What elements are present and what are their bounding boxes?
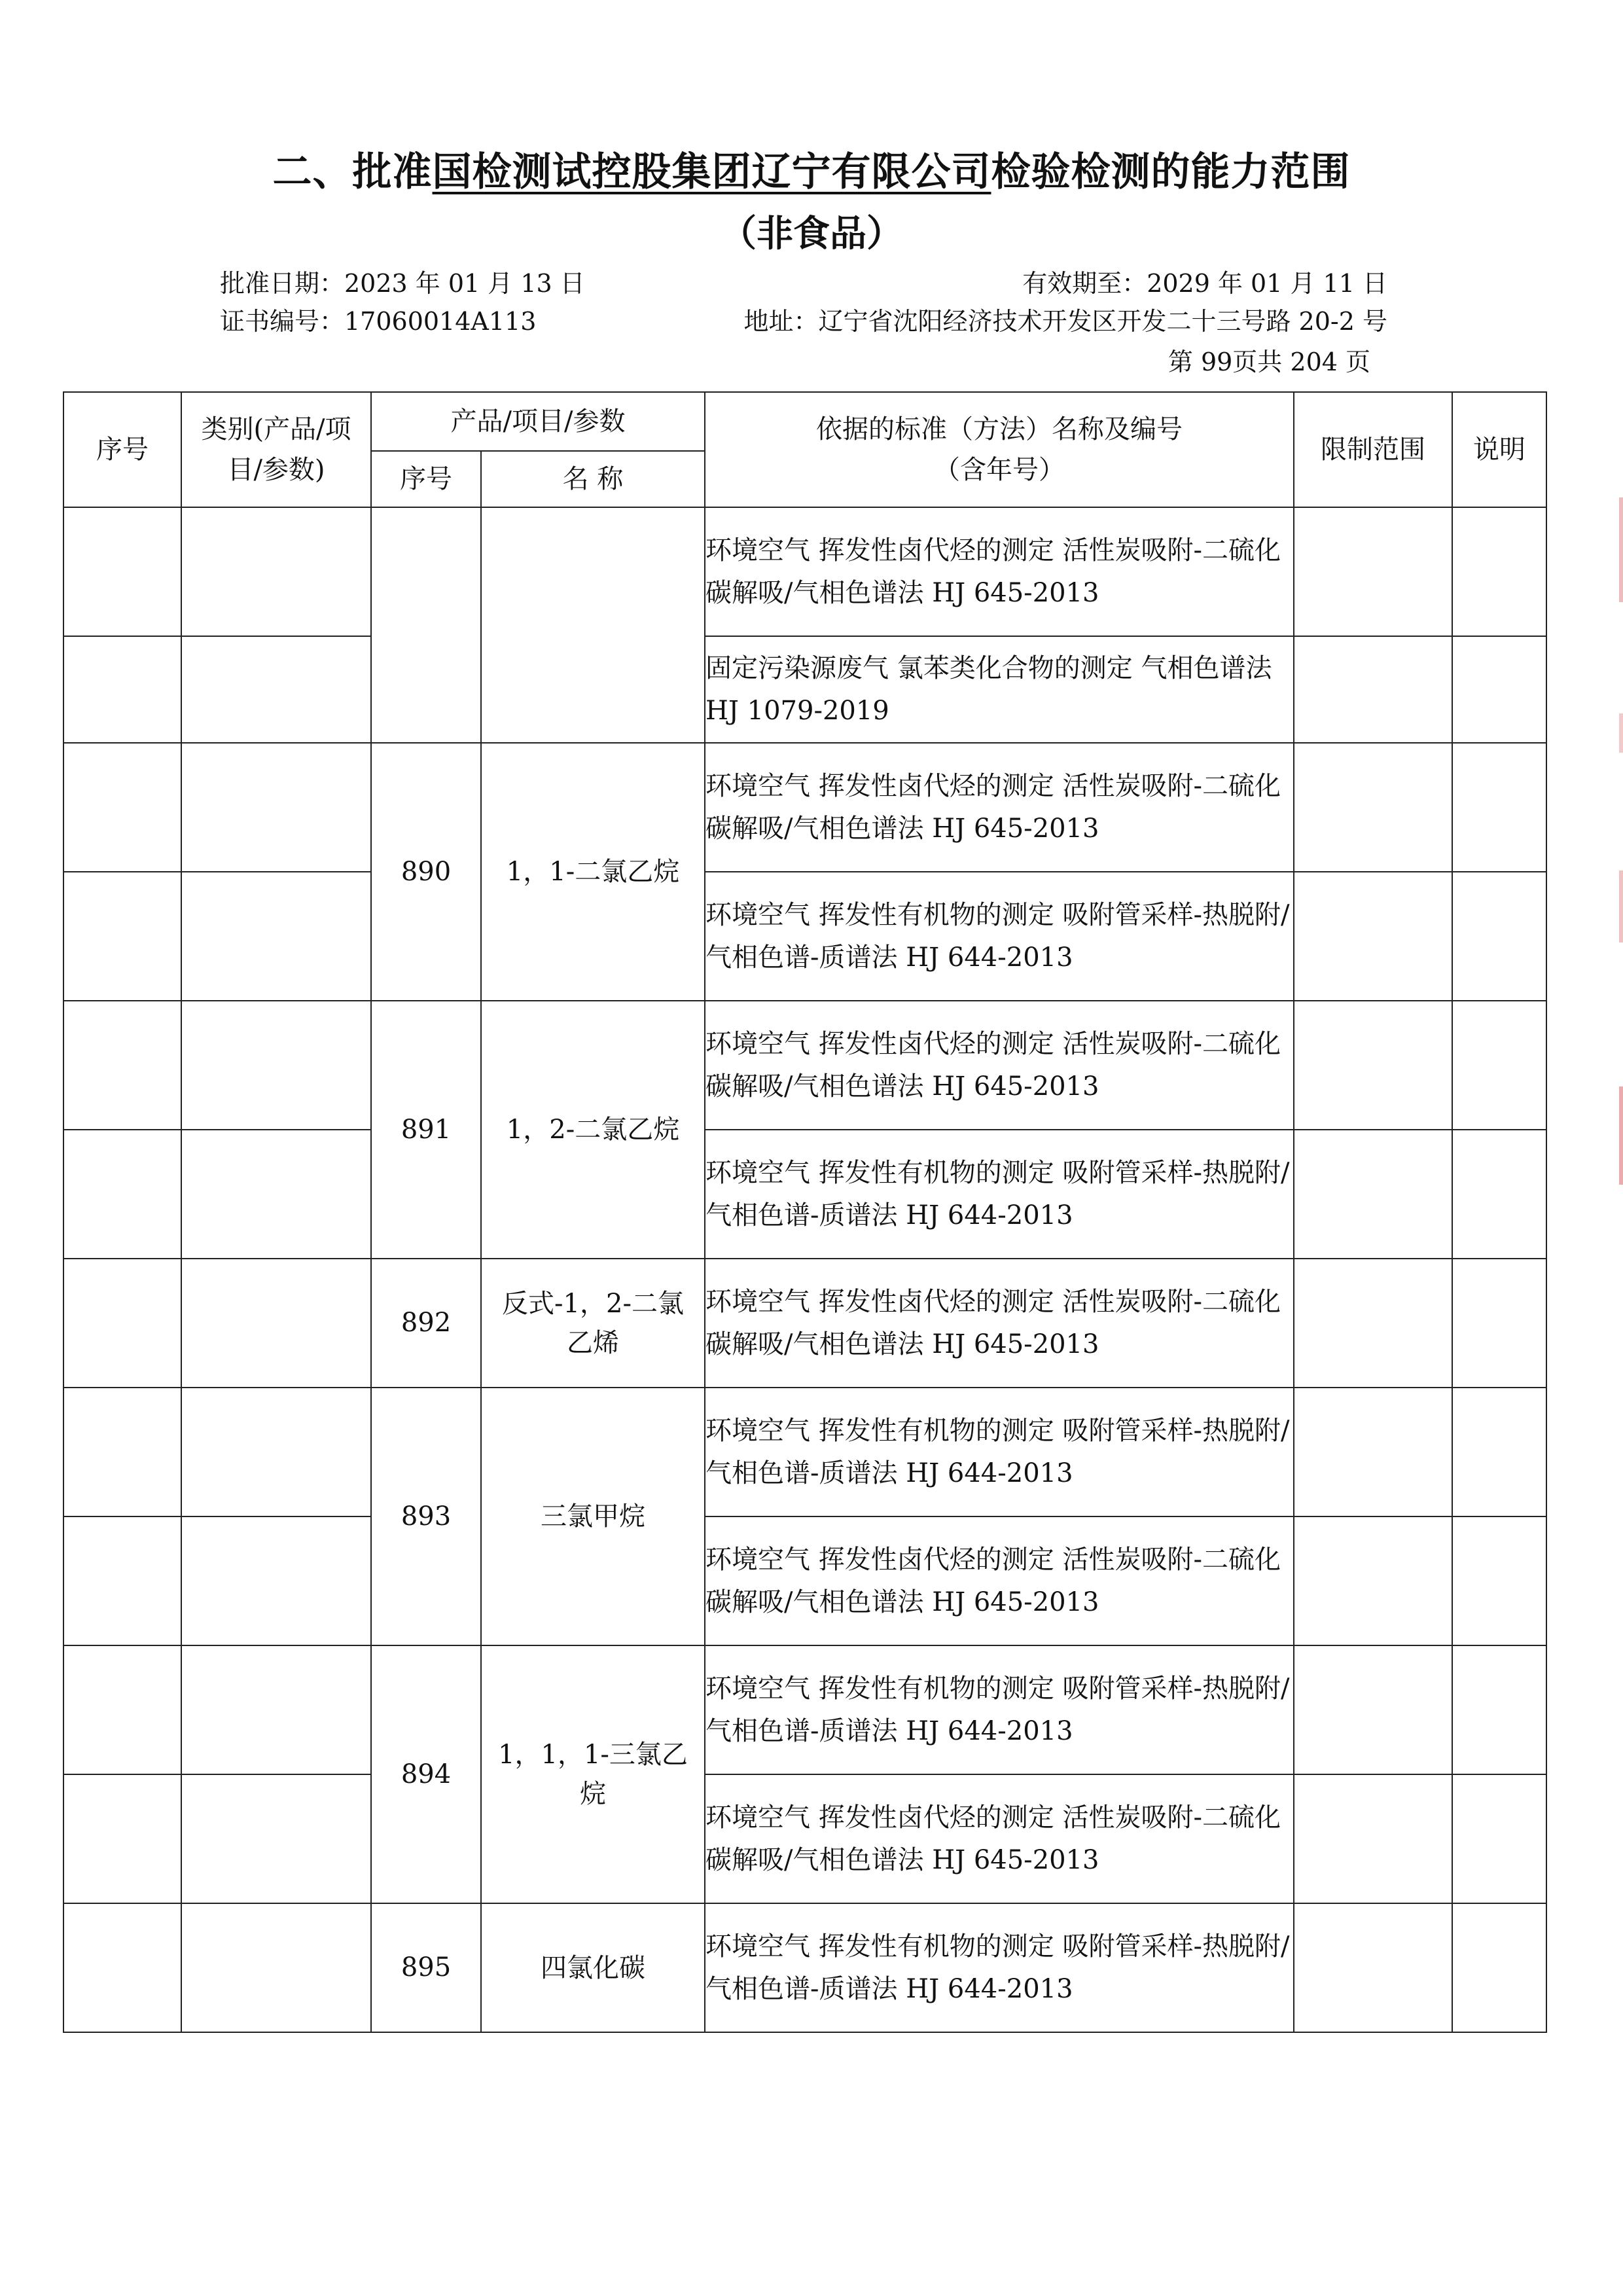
note-cell [1452,1516,1546,1645]
title-prefix: 二、批准 [272,149,433,195]
valid-until: 有效期至：2029 年 01 月 11 日 [1022,269,1387,298]
limit-cell [1294,872,1452,1001]
item-name: 1，2-二氯乙烷 [481,1001,705,1259]
page-subtitle: （非食品） [720,213,903,255]
seq-cell [63,1516,181,1645]
seq-cell [63,1001,181,1130]
item-number: 892 [371,1259,481,1388]
standard-cell: 环境空气 挥发性卤代烃的测定 活性炭吸附-二硫化碳解吸/气相色谱法 HJ 645-2013 [705,1516,1294,1645]
capability-table [63,391,1547,2033]
category-cell [181,1903,371,2032]
standard-cell: 环境空气 挥发性有机物的测定 吸附管采样-热脱附/气相色谱-质谱法 HJ 644-2013 [705,1645,1294,1774]
standard-cell: 环境空气 挥发性有机物的测定 吸附管采样-热脱附/气相色谱-质谱法 HJ 644-2013 [705,872,1294,1001]
group-893 [63,1388,1546,1645]
note-cell [1452,872,1546,1001]
seq-cell [63,1130,181,1259]
limit-cell [1294,1645,1452,1774]
category-cell [181,1388,371,1516]
header-note: 说明 [1452,392,1546,507]
standard-cell: 环境空气 挥发性卤代烃的测定 活性炭吸附-二硫化碳解吸/气相色谱法 HJ 645-2013 [705,743,1294,872]
table-header [63,392,1546,507]
item-number: 891 [371,1001,481,1259]
standard-cell: 环境空气 挥发性有机物的测定 吸附管采样-热脱附/气相色谱-质谱法 HJ 644-2013 [705,1130,1294,1259]
limit-cell [1294,743,1452,872]
item-name: 三氯甲烷 [481,1388,705,1645]
category-cell [181,1259,371,1388]
item-number: 893 [371,1388,481,1645]
item-number [371,507,481,743]
standard-cell: 环境空气 挥发性有机物的测定 吸附管采样-热脱附/气相色谱-质谱法 HJ 644-2013 [705,1388,1294,1516]
approval-date: 批准日期：2023 年 01 月 13 日 [220,269,585,298]
seq-cell [63,872,181,1001]
category-cell [181,1130,371,1259]
certificate-number: 证书编号：17060014A113 [220,307,537,336]
note-cell [1452,1774,1546,1903]
header-category: 类别(产品/项目/参数) [181,392,371,507]
item-name: 反式-1，2-二氯乙烯 [481,1259,705,1388]
title-suffix: 检验检测的能力范围 [991,149,1351,195]
seal-edge-mark [1619,497,1623,602]
title-org: 国检测试控股集团辽宁有限公司 [432,149,991,195]
limit-cell [1294,1903,1452,2032]
seal-edge-mark [1619,870,1623,942]
seq-cell [63,1259,181,1388]
item-name: 四氯化碳 [481,1903,705,2032]
limit-cell [1294,1259,1452,1388]
standard-cell: 环境空气 挥发性有机物的测定 吸附管采样-热脱附/气相色谱-质谱法 HJ 644-2013 [705,1903,1294,2032]
seq-cell [63,1645,181,1774]
category-cell [181,507,371,636]
item-number: 895 [371,1903,481,2032]
note-cell [1452,1645,1546,1774]
note-cell [1452,636,1546,743]
seq-cell [63,636,181,743]
seq-cell [63,1388,181,1516]
item-name: 1，1-二氯乙烷 [481,743,705,1001]
group-892 [63,1259,1546,1388]
seq-cell [63,743,181,872]
header-product-group: 产品/项目/参数 [371,392,705,451]
standard-cell: 环境空气 挥发性卤代烃的测定 活性炭吸附-二硫化碳解吸/气相色谱法 HJ 645-2013 [705,1259,1294,1388]
seal-edge-mark [1619,713,1623,753]
category-cell [181,872,371,1001]
category-cell [181,743,371,872]
limit-cell [1294,1001,1452,1130]
group-890 [63,743,1546,1001]
note-cell [1452,1259,1546,1388]
note-cell [1452,1903,1546,2032]
note-cell [1452,1001,1546,1130]
category-cell [181,1645,371,1774]
header-sub-name: 名 称 [481,451,705,507]
category-cell [181,1516,371,1645]
address: 地址：辽宁省沈阳经济技术开发区开发二十三号路 20-2 号 [743,307,1387,336]
standard-cell: 环境空气 挥发性卤代烃的测定 活性炭吸附-二硫化碳解吸/气相色谱法 HJ 645-2013 [705,507,1294,636]
group-895 [63,1903,1546,2032]
category-cell [181,636,371,743]
header-sub-seq: 序号 [371,451,481,507]
page-title [0,143,1623,202]
limit-cell [1294,1516,1452,1645]
limit-cell [1294,507,1452,636]
seal-edge-mark [1619,1086,1623,1185]
header-limit: 限制范围 [1294,392,1452,507]
category-cell [181,1001,371,1130]
note-cell [1452,507,1546,636]
limit-cell [1294,636,1452,743]
standard-cell: 固定污染源废气 氯苯类化合物的测定 气相色谱法 HJ 1079-2019 [705,636,1294,743]
seq-cell [63,1903,181,2032]
group-891 [63,1001,1546,1259]
item-name [481,507,705,743]
seq-cell [63,507,181,636]
standard-cell: 环境空气 挥发性卤代烃的测定 活性炭吸附-二硫化碳解吸/气相色谱法 HJ 645-2013 [705,1774,1294,1903]
item-number: 894 [371,1645,481,1903]
standard-cell: 环境空气 挥发性卤代烃的测定 活性炭吸附-二硫化碳解吸/气相色谱法 HJ 645-2013 [705,1001,1294,1130]
header-seq: 序号 [63,392,181,507]
note-cell [1452,743,1546,872]
page-number: 第 99页共 204 页 [1168,348,1370,376]
note-cell [1452,1388,1546,1516]
header-standard: 依据的标准（方法）名称及编号（含年号） [705,392,1294,507]
seq-cell [63,1774,181,1903]
item-name: 1，1，1-三氯乙烷 [481,1645,705,1903]
limit-cell [1294,1388,1452,1516]
note-cell [1452,1130,1546,1259]
limit-cell [1294,1130,1452,1259]
group-894 [63,1645,1546,1903]
category-cell [181,1774,371,1903]
limit-cell [1294,1774,1452,1903]
group-continued [63,507,1546,743]
item-number: 890 [371,743,481,1001]
